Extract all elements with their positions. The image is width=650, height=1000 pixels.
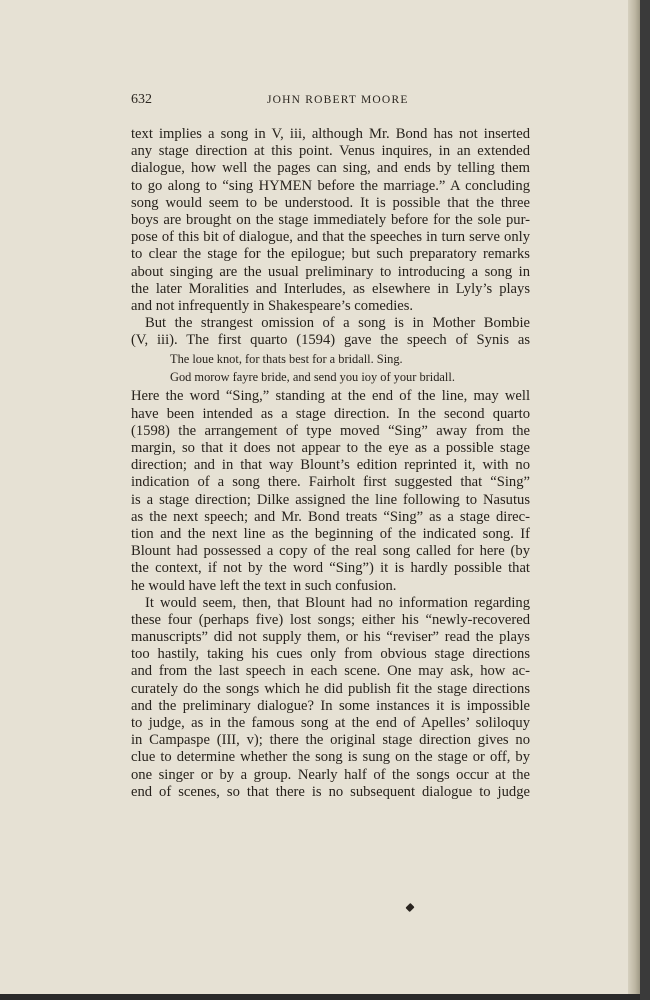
text-line: boys are brought on the stage immediately before for the sole pur- [131, 211, 530, 228]
running-head: JOHN ROBERT MOORE [267, 94, 409, 106]
text-line: too hastily, taking his cues only from obvious stage directions [131, 646, 530, 663]
text-line: and from the last speech in each scene. One may ask, how ac- [131, 663, 530, 680]
text-line: Here the word “Sing,” standing at the end of the line, may well [131, 388, 530, 405]
text-line: But the strangest omission of a song is in Mother Bombie [145, 315, 530, 332]
text-line: these four (perhaps five) lost songs; either his “newly-recovered [131, 611, 530, 628]
text-line: Blount had possessed a copy of the real song called for here (by [131, 543, 530, 560]
text-line: song would seem to be understood. It is possible that the three [131, 194, 530, 211]
text-line: manuscripts” did not supply them, or his “reviser” read the plays [131, 629, 530, 646]
text-line: margin, so that it does not appear to the eye as a possible stage [131, 440, 530, 456]
text-line: the context, if not by the word “Sing”) it is hardly possible that [131, 560, 530, 577]
text-line: and the preliminary dialogue? In some instances it is impossible [131, 697, 530, 714]
body-text [131, 126, 530, 801]
text-line: tion and the next line as the beginning of the indicated song. If [131, 525, 530, 542]
text-line: to go along to “sing HYMEN before the marriage.” A concluding [131, 177, 530, 194]
text-line: to clear the stage for the epilogue; but such preparatory remarks [131, 246, 530, 263]
text-line: he would have left the text in such confusion. [131, 577, 397, 594]
quoted-line: God morow fayre bride, and send you ioy of your bridall. [170, 370, 455, 385]
text-line: in Campaspe (III, v); there the original stage direction gives no [131, 732, 530, 749]
text-line: one singer or by a group. Nearly half of the songs occur at the [131, 766, 530, 783]
text-line: pose of this bit of dialogue, and that the speeches in turn serve only [131, 229, 530, 246]
text-line: It would seem, then, that Blount had no information regarding [145, 594, 530, 611]
page-header [131, 92, 531, 112]
page-background [640, 0, 650, 1000]
text-line: about singing are the usual preliminary to introducing a song in [131, 263, 530, 280]
text-line: and not infrequently in Shakespeare’s comedies. [131, 297, 414, 314]
text-line: is a stage direction; Dilke assigned the line following to Nasutus [131, 491, 530, 508]
page-number: 632 [131, 92, 152, 107]
page-edge [628, 0, 640, 994]
text-line: as the next speech; and Mr. Bond treats “Sing” as a stage direc- [131, 508, 530, 525]
text-line: the later Moralities and Interludes, as elsewhere in Lyly’s plays [131, 280, 530, 297]
text-line: (V, iii). The first quarto (1594) gave the speech of Synis as [131, 332, 530, 349]
text-line: text implies a song in V, iii, although Mr. Bond has not inserted [131, 126, 530, 142]
text-line: end of scenes, so that there is no subsequent dialogue to judge [131, 783, 530, 800]
text-line: (1598) the arrangement of type moved “Sing” away from the [131, 422, 530, 439]
text-line: to judge, as in the famous song at the end of Apelles’ soliloquy [131, 715, 530, 731]
text-line: indication of a song there. Fairholt first suggested that “Sing” [131, 474, 530, 491]
ornament-mark [405, 903, 414, 912]
text-line: dialogue, how well the pages can sing, and ends by telling them [131, 160, 530, 177]
text-line: have been intended as a stage direction. In the second quarto [131, 405, 530, 422]
text-line: direction; and in that way Blount’s edition reprinted it, with no [131, 457, 530, 474]
text-line: any stage direction at this point. Venus inquires, in an extended [131, 143, 530, 160]
text-line: clue to determine whether the song is sung on the stage or off, by [131, 749, 530, 766]
quoted-line: The loue knot, for thats best for a bridall. Sing. [170, 352, 403, 367]
text-line: curately do the songs which he did publish fit the stage directions [131, 680, 530, 697]
